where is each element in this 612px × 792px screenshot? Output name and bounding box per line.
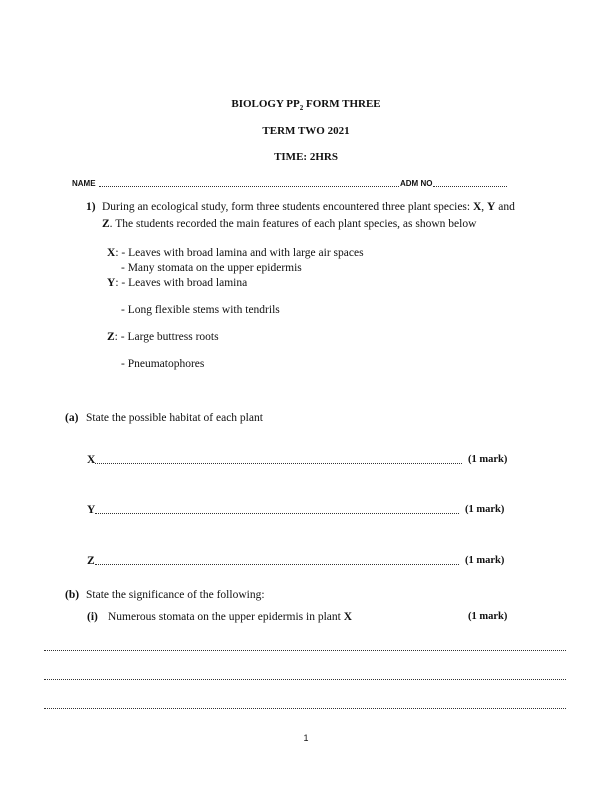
answer-line-1[interactable] bbox=[44, 650, 566, 651]
exam-time: TIME: 2HRS bbox=[274, 151, 338, 163]
part-a-text: State the possible habitat of each plant bbox=[86, 412, 263, 424]
answer-x-mark: (1 mark) bbox=[468, 454, 508, 465]
feature-z: Z: - Large buttress roots bbox=[107, 331, 219, 343]
part-b-text: State the significance of the following: bbox=[86, 589, 265, 601]
answer-x-field[interactable] bbox=[95, 463, 462, 464]
question-intro-cont: Z. The students recorded the main features of each plant species, as shown below bbox=[102, 218, 477, 230]
question-number: 1) bbox=[86, 201, 96, 213]
feature-y: Y: - Leaves with broad lamina bbox=[107, 277, 248, 289]
answer-z-field[interactable] bbox=[95, 564, 459, 565]
answer-y-field[interactable] bbox=[95, 513, 459, 514]
answer-x-label: X bbox=[87, 454, 96, 466]
part-b-i-text: Numerous stomata on the upper epidermis in plant X bbox=[108, 611, 353, 623]
feature-x: X: - Leaves with broad lamina and with large air spaces bbox=[107, 247, 364, 259]
part-b-i-mark: (1 mark) bbox=[468, 611, 508, 622]
feature-x-2: - Many stomata on the upper epidermis bbox=[121, 262, 302, 274]
part-b-label: (b) bbox=[65, 589, 80, 601]
answer-y-mark: (1 mark) bbox=[465, 504, 505, 515]
answer-y-label: Y bbox=[87, 504, 96, 516]
feature-y-2: - Long flexible stems with tendrils bbox=[121, 304, 280, 316]
page-number: 1 bbox=[303, 733, 309, 743]
answer-z-label: Z bbox=[87, 555, 95, 567]
adm-label: ADM NO bbox=[400, 179, 433, 188]
answer-line-3[interactable] bbox=[44, 708, 566, 709]
answer-line-2[interactable] bbox=[44, 679, 566, 680]
question-intro: During an ecological study, form three students encountered three plant species: X, Y and bbox=[102, 201, 515, 213]
adm-field[interactable] bbox=[433, 186, 507, 187]
answer-z-mark: (1 mark) bbox=[465, 555, 505, 566]
exam-title: BIOLOGY $PP_2$ FORM THREE bbox=[231, 98, 381, 113]
feature-z-2: - Pneumatophores bbox=[121, 358, 205, 370]
name-label: NAME bbox=[72, 179, 96, 188]
part-b-i-label: (i) bbox=[87, 611, 98, 623]
exam-term: TERM TWO 2021 bbox=[262, 125, 350, 137]
part-a-label: (a) bbox=[65, 412, 79, 424]
name-field[interactable] bbox=[99, 186, 399, 187]
